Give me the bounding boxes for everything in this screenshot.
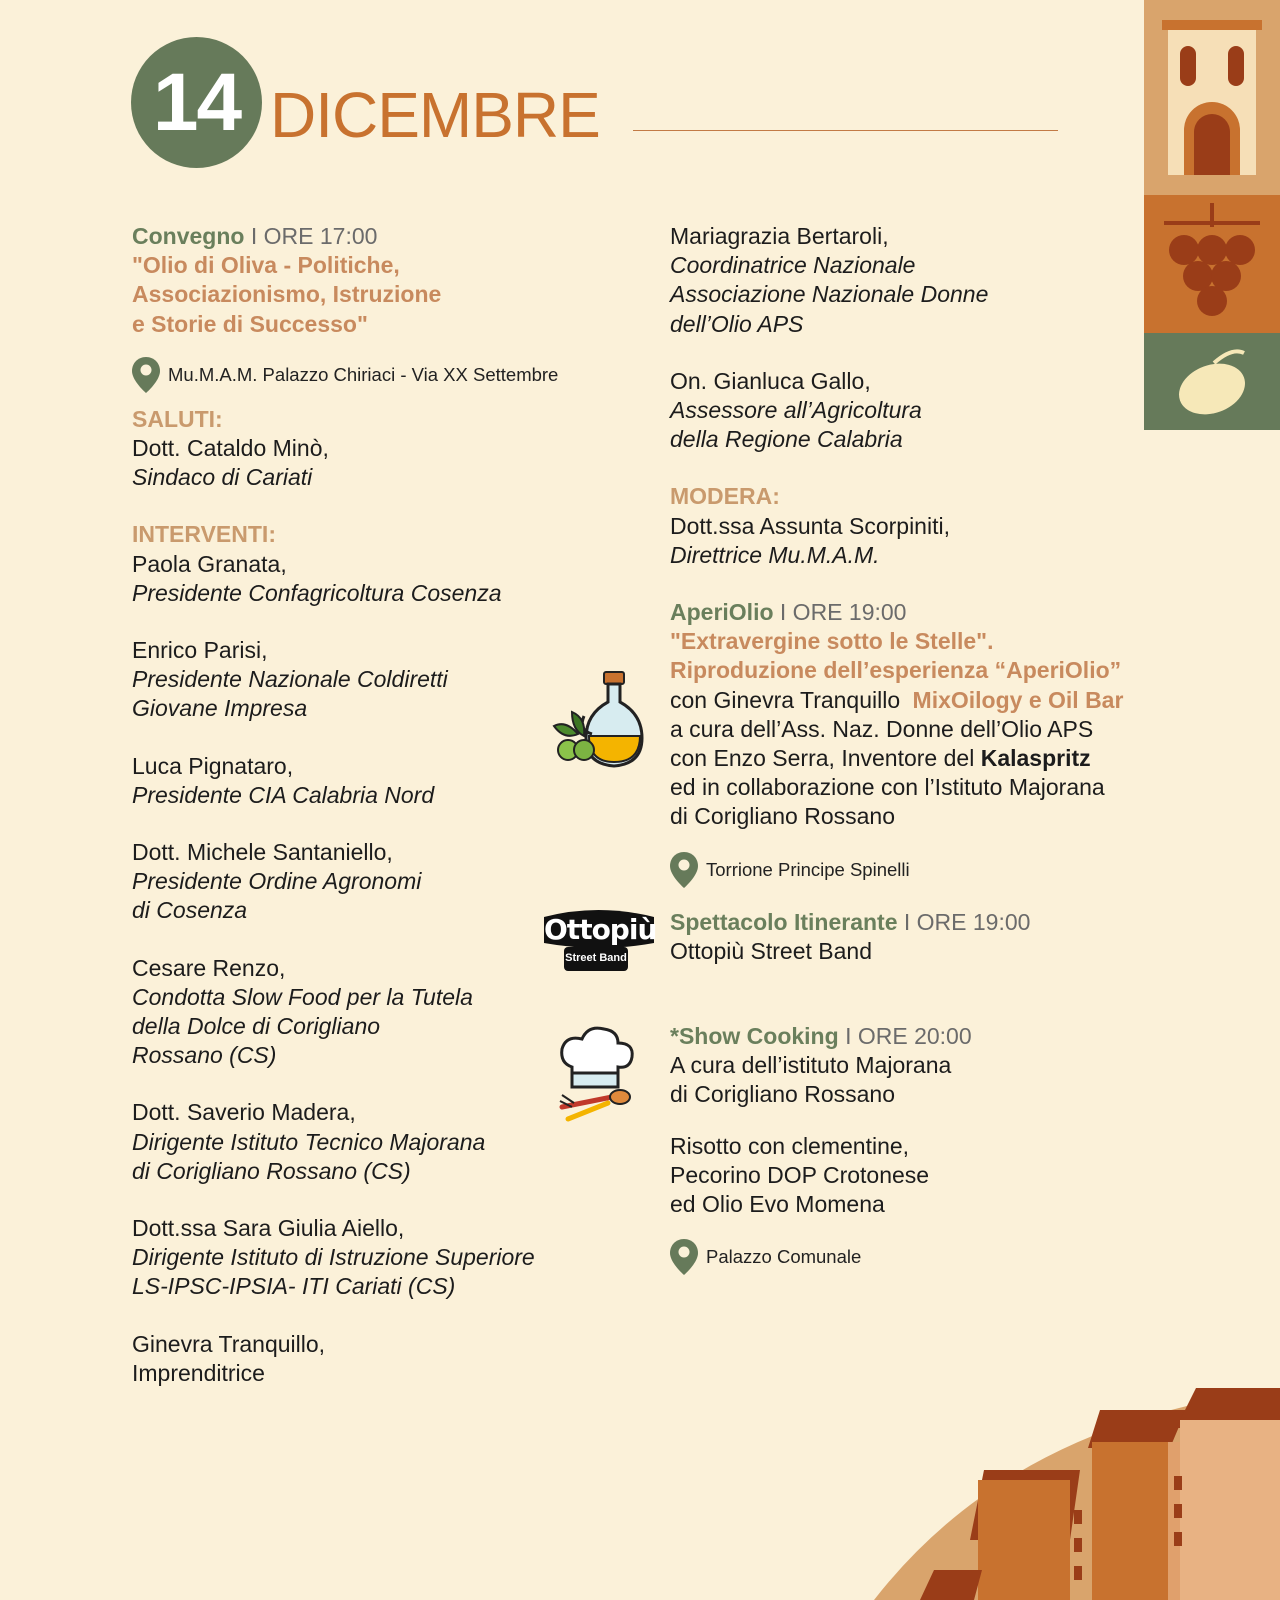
menu-item: Risotto con clementine, [670,1132,910,1159]
speaker-name: Mariagrazia Bertaroli, [670,223,889,249]
convegno-heading [132,222,602,251]
speaker-role: di Corigliano Rossano (CS) [132,1157,411,1184]
olive-icon [1144,333,1280,430]
text: Kalaspritz [980,745,1091,772]
text: A cura [670,1052,736,1079]
text: con [670,686,708,713]
speaker-role: della Regione Calabria [670,426,903,453]
aperiolio-heading [670,598,1150,627]
spettacolo-time: I ORE 19:00 [903,908,1031,935]
location-text: Torrione Principe Spinelli [706,858,910,880]
showcooking-location [670,1239,1150,1275]
speaker-name: On. Gianluca Gallo, [670,367,871,394]
text: dell’Ass. Naz. Donne dell’Olio APS [740,715,1094,742]
speaker-name: Luca Pignataro, [132,752,294,779]
speaker-role: Imprenditrice [132,1359,265,1386]
speaker-name: Enrico Parisi, [132,637,268,664]
speaker-role: Dirigente Istituto Tecnico Majorana [132,1128,486,1155]
speaker-name: Ginevra Tranquillo, [132,1330,326,1357]
decorative-strip [1144,0,1280,430]
convegno-title: Associazionismo, Istruzione [132,281,442,308]
aperiolio-subtitle: Riproduzione dell’esperienza “AperiOlio” [670,657,1122,684]
saluti-heading: SALUTI: [132,405,223,432]
speaker-role: della Dolce di Corigliano [132,1013,381,1040]
text: a cura [670,715,734,742]
spettacolo-desc: Ottopiù Street Band [670,937,873,964]
text: Enzo Serra [713,745,829,772]
location-pin-icon [670,852,698,888]
townscape-illustration [874,1380,1280,1600]
speaker-name: Dott.ssa Sara Giulia Aiello, [132,1215,405,1242]
spettacolo-heading [670,908,1150,937]
aperiolio-line [670,802,1150,831]
showcooking-line: di Corigliano Rossano [670,1081,896,1108]
right-column [670,222,1150,1275]
convegno-location [132,357,602,393]
aperiolio-title: "Extravergine sotto le Stelle". [670,628,994,655]
aperiolio-time: I ORE 19:00 [779,599,907,626]
showcooking-line [670,1051,1150,1080]
aperiolio-label: AperiOlio [670,599,774,626]
text: dell’istituto Majorana [741,1052,952,1079]
speaker-role: LS-IPSC-IPSIA- ITI Cariati (CS) [132,1273,456,1300]
speaker-role: Presidente Nazionale Coldiretti [132,666,448,693]
speaker-role: Associazione Nazionale Donne [670,281,989,308]
aperiolio-location [670,852,1150,888]
text: con [670,745,708,772]
location-pin-icon [670,1239,698,1275]
speaker-role: Giovane Impresa [132,695,308,722]
date-day-badge [131,37,262,168]
aperiolio-line [670,715,1150,744]
ottopiu-logo-text: Ottopiù [544,913,657,946]
text: , Inventore del [828,745,975,772]
location-pin-icon [132,357,160,393]
text: Ginevra Tranquillo [713,686,901,713]
convegno-title: e Storie di Successo" [132,310,368,337]
location-text: Palazzo Comunale [706,1246,862,1268]
text: l’Istituto Majorana [924,774,1105,801]
speaker-role: Presidente Ordine Agronomi [132,868,422,895]
speaker-name: Dott. Cataldo Minò, [132,435,329,462]
speaker-name: Paola Granata, [132,550,287,577]
text: MixOilogy e Oil Bar [912,686,1124,713]
convegno-label: Convegno [132,223,245,249]
convegno-title: "Olio di Oliva - Politiche, [132,252,400,279]
speaker-role: Presidente Confagricoltura Cosenza [132,579,502,606]
speaker-name: Dott. Saverio Madera, [132,1099,356,1126]
ottopiu-logo-subtext: Street Band [565,952,627,964]
header-divider [633,130,1058,131]
location-text: Mu.M.A.M. Palazzo Chiriaci - Via XX Settembre [168,363,559,385]
date-day: 14 [152,56,241,148]
speaker-role: Dirigente Istituto di Istruzione Superiore [132,1244,535,1271]
speaker-name: Dott. Michele Santaniello, [132,839,393,866]
chef-hat-icon [558,1023,638,1123]
convegno-time: I ORE 17:00 [250,223,378,249]
speaker-role: Presidente CIA Calabria Nord [132,781,435,808]
spettacolo-label: Spettacolo Itinerante [670,908,898,935]
text: Corigliano Rossano [694,803,896,830]
ottopiu-logo [540,907,658,973]
moderator-role: Direttrice Mu.M.A.M. [670,541,880,568]
showcooking-label: *Show Cooking [670,1023,839,1050]
olive-oil-bottle-icon [548,670,652,770]
aperiolio-line [670,686,1150,715]
speaker-role: dell’Olio APS [670,310,804,337]
grapes-icon [1144,195,1280,333]
speaker-role: Sindaco di Cariati [132,464,313,491]
menu-item: ed Olio Evo Momena [670,1191,885,1218]
left-column [132,222,602,1388]
speaker-role: di Cosenza [132,897,248,924]
menu-item: Pecorino DOP Crotonese [670,1161,930,1188]
speaker-role: Rossano (CS) [132,1042,277,1069]
showcooking-heading [670,1022,1150,1051]
text: di [670,803,688,830]
speaker-role: Assessore all’Agricoltura [670,397,922,424]
interventi-heading: INTERVENTI: [132,521,276,548]
aperiolio-line [670,744,1150,773]
moderator-name: Dott.ssa Assunta Scorpiniti, [670,512,950,539]
showcooking-time: I ORE 20:00 [845,1023,972,1050]
aperiolio-line [670,773,1150,802]
speaker-role: Coordinatrice Nazionale [670,252,916,279]
text: ed in collaborazione con [670,774,919,801]
tower-icon [1144,0,1280,195]
date-month: DICEMBRE [270,79,600,151]
speaker-name: Cesare Renzo, [132,954,286,981]
modera-heading: MODERA: [670,483,780,510]
speaker-role: Condotta Slow Food per la Tutela [132,983,473,1010]
